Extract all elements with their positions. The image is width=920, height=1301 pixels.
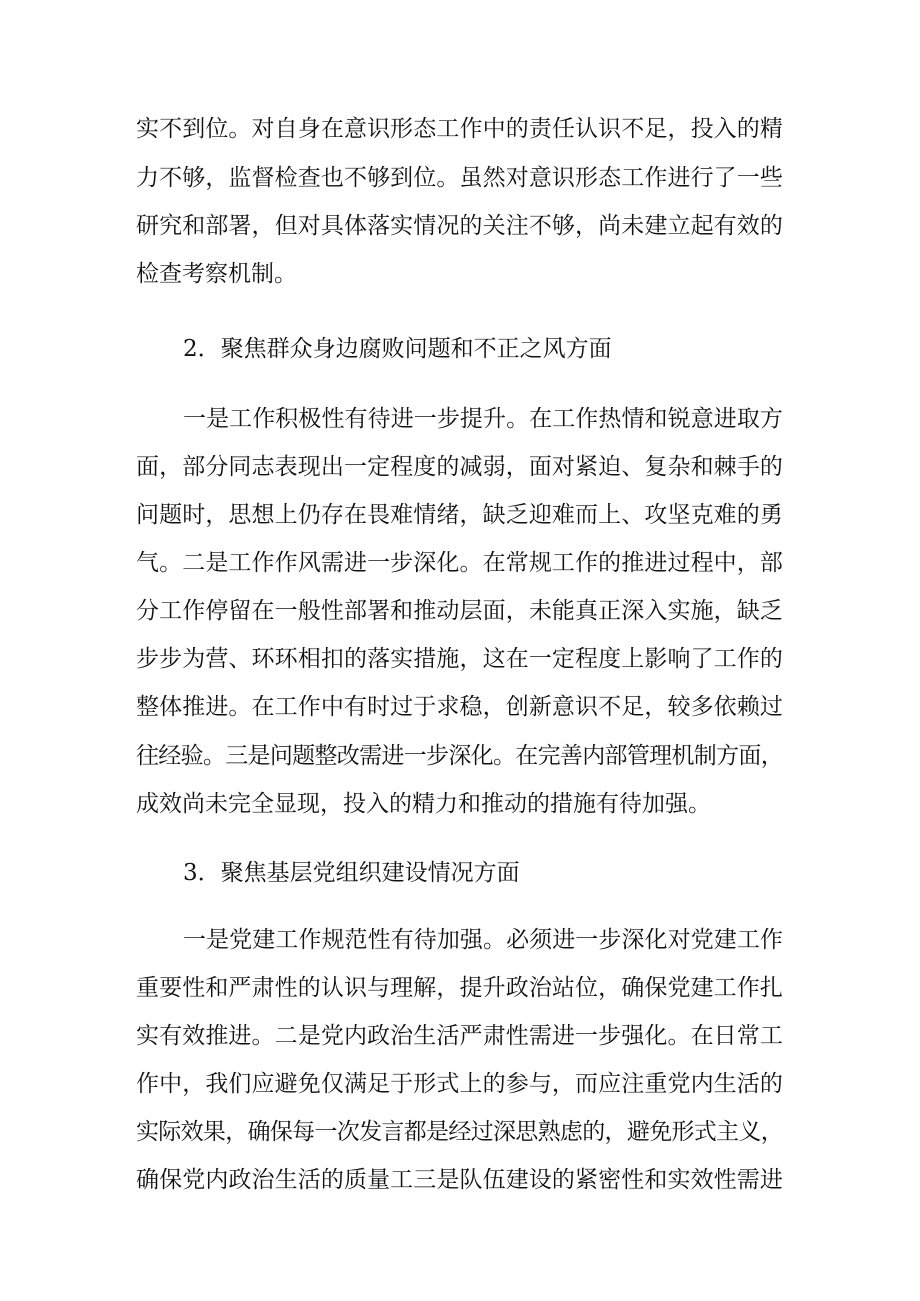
paragraph-line: 问题时，思想上仍存在畏难情绪，缺乏迎难而上、攻坚克难的勇 bbox=[136, 502, 783, 528]
paragraph-line: 实不到位。对自身在意识形态工作中的责任认识不足，投入的精 bbox=[136, 116, 783, 142]
paragraph-line: 实际效果，确保每一次发言都是经过深思熟虑的，避免形式主义， bbox=[136, 1119, 784, 1145]
paragraph-line: 成效尚未完全显现，投入的精力和推动的措施有待加强。 bbox=[136, 791, 711, 817]
paragraph-line: 往经验。三是问题整改需进一步深化。在完善内部管理机制方面， bbox=[136, 743, 784, 769]
paragraph-line: 作中，我们应避免仅满足于形式上的参与，而应注重党内生活的 bbox=[136, 1071, 783, 1097]
paragraph-line: 面，部分同志表现出一定程度的减弱，面对紧迫、复杂和棘手的 bbox=[136, 454, 783, 480]
section-heading: 3．聚焦基层党组织建设情况方面 bbox=[183, 860, 520, 886]
paragraph-line: 整体推进。在工作中有时过于求稳，创新意识不足，较多依赖过 bbox=[136, 694, 783, 720]
paragraph-line: 实有效推进。二是党内政治生活严肃性需进一步强化。在日常工 bbox=[136, 1023, 783, 1049]
paragraph-line: 气。二是工作作风需进一步深化。在常规工作的推进过程中，部 bbox=[136, 550, 783, 576]
paragraph-line: 研究和部署，但对具体落实情况的关注不够，尚未建立起有效的 bbox=[136, 213, 783, 239]
paragraph-line: 分工作停留在一般性部署和推动层面，未能真正深入实施，缺乏 bbox=[136, 598, 783, 624]
paragraph-line: 重要性和严肃性的认识与理解，提升政治站位，确保党建工作扎 bbox=[136, 975, 783, 1001]
paragraph-line: 一是党建工作规范性有待加强。必须进一步深化对党建工作 bbox=[183, 927, 783, 953]
paragraph-line: 检查考察机制。 bbox=[136, 261, 297, 287]
paragraph-line: 步步为营、环环相扣的落实措施，这在一定程度上影响了工作的 bbox=[136, 646, 783, 672]
paragraph-line: 一是工作积极性有待进一步提升。在工作热情和锐意进取方 bbox=[183, 406, 783, 432]
section-heading: 2．聚焦群众身边腐败问题和不正之风方面 bbox=[183, 336, 612, 362]
paragraph-line: 力不够，监督检查也不够到位。虽然对意识形态工作进行了一些 bbox=[136, 165, 783, 191]
paragraph-line: 确保党内政治生活的质量工三是队伍建设的紧密性和实效性需进 bbox=[136, 1167, 783, 1193]
